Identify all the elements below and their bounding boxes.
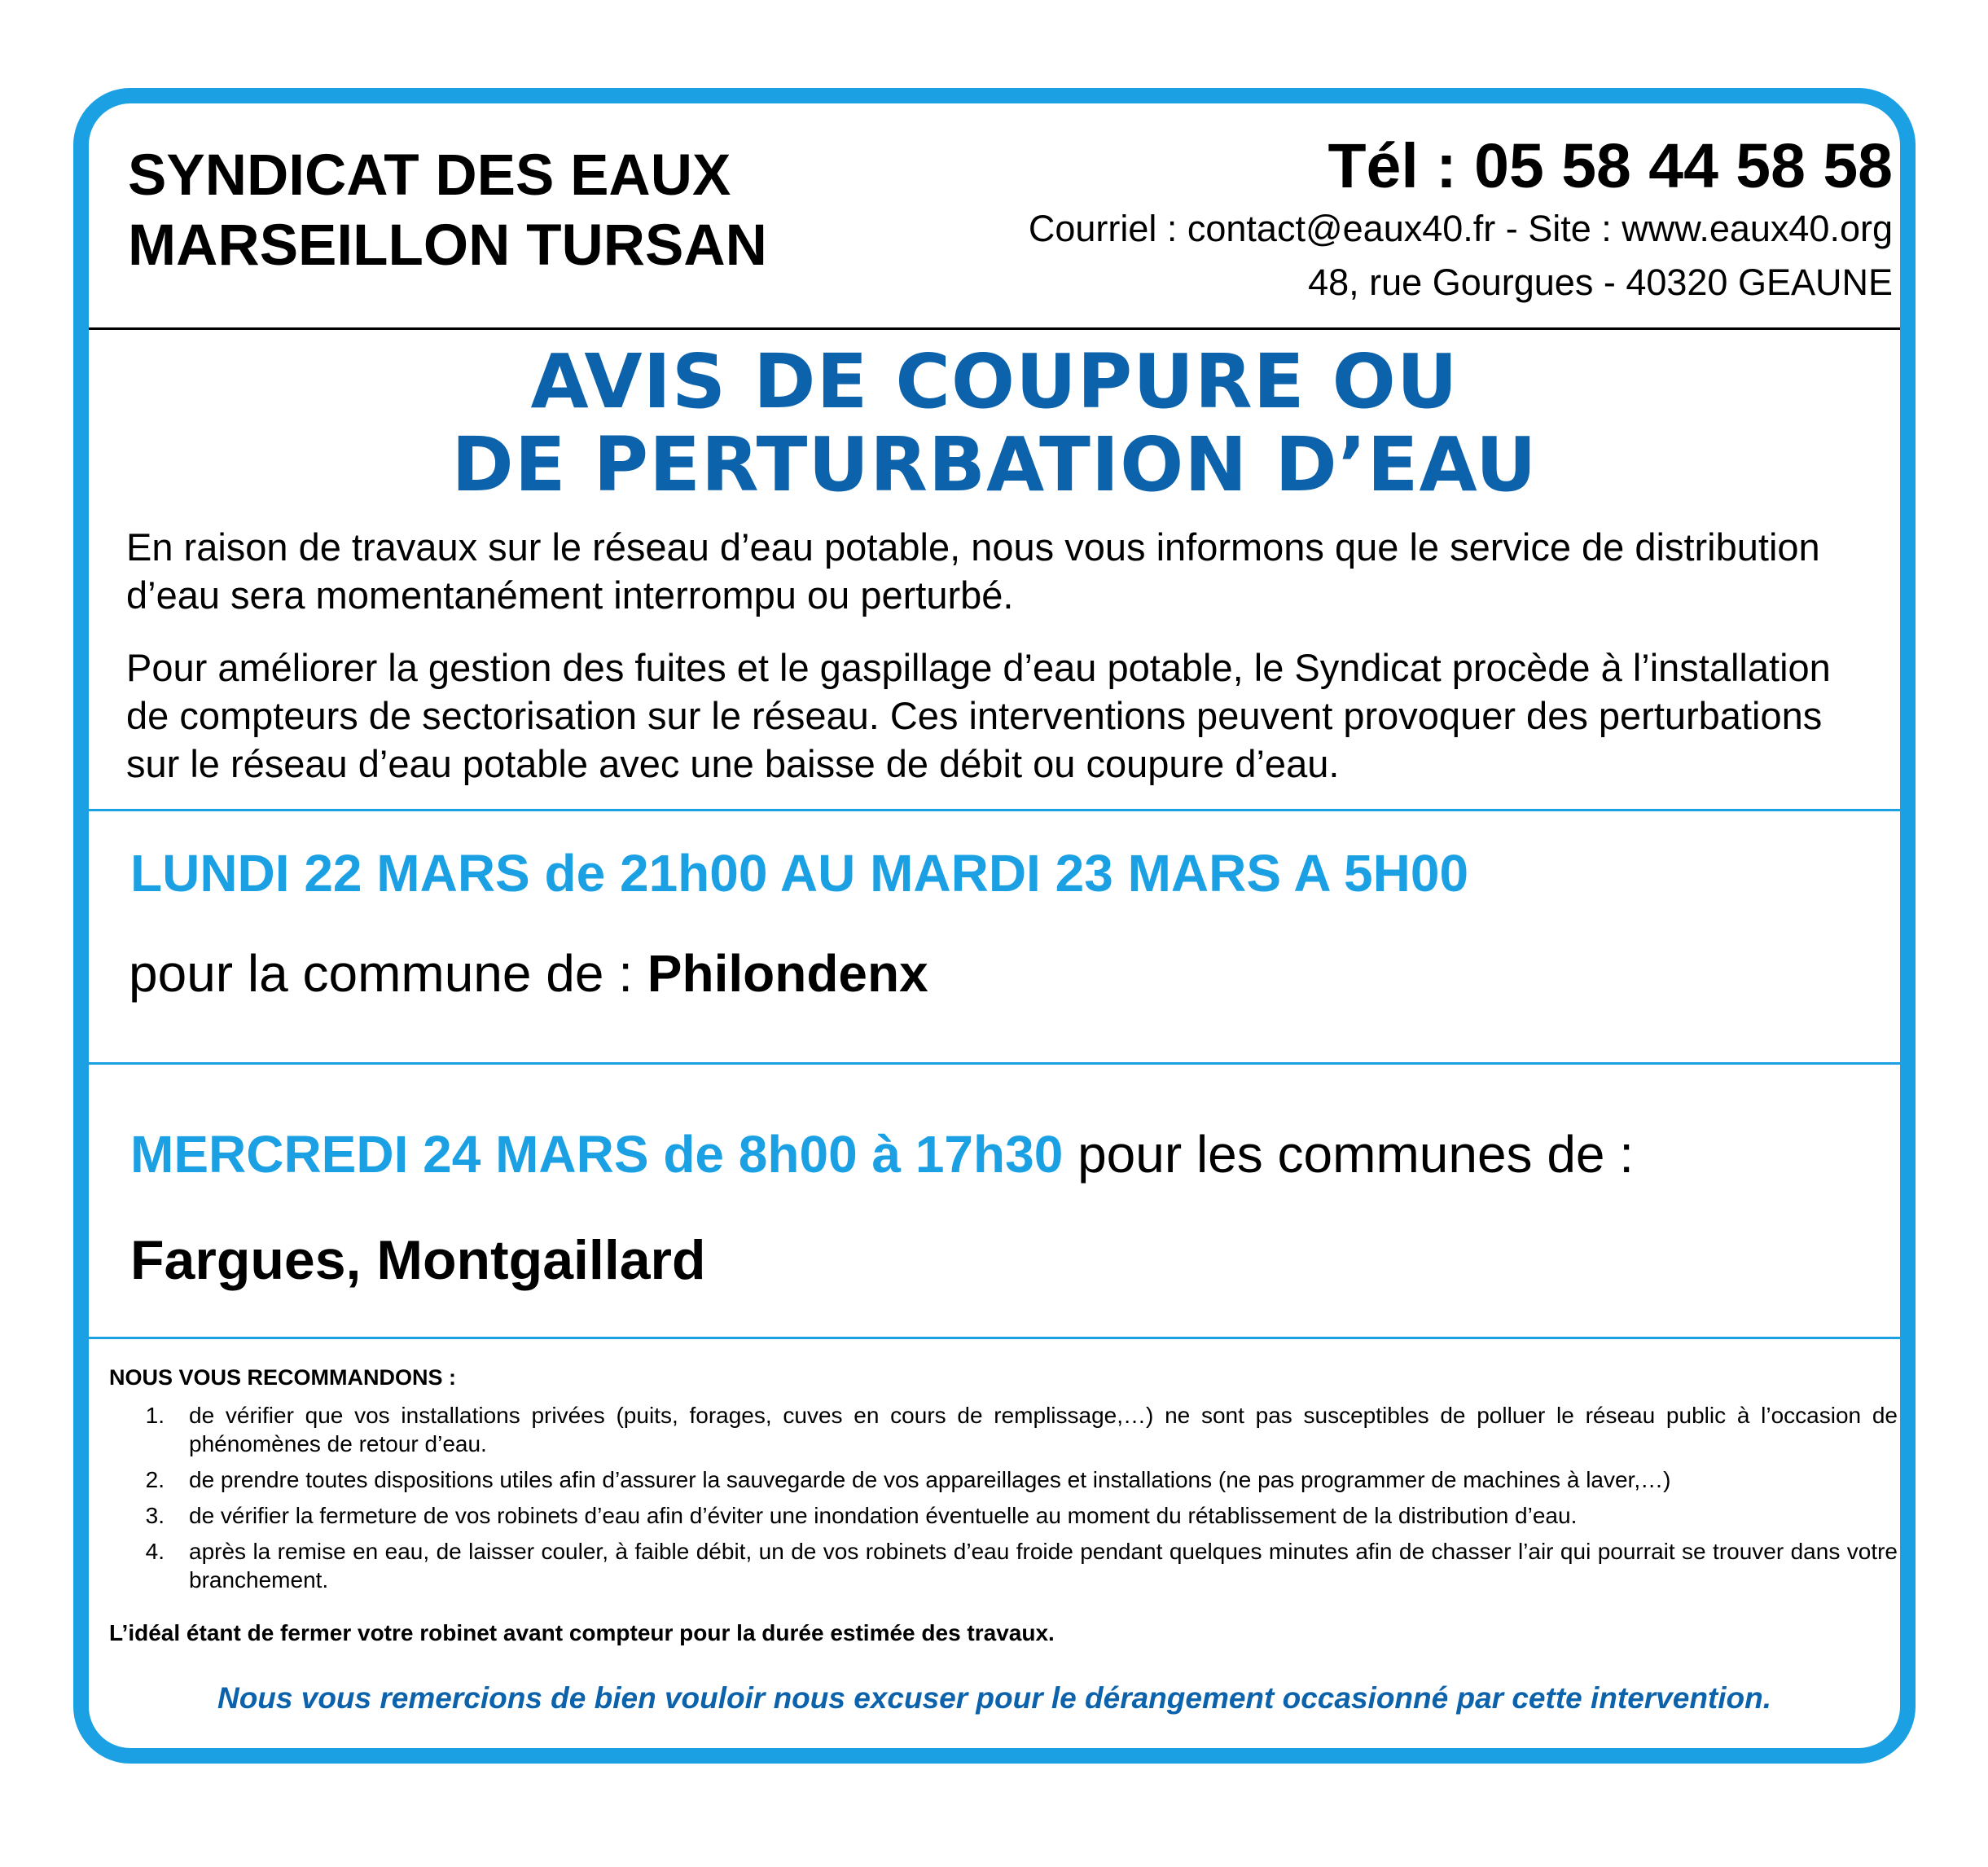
list-item-text: après la remise en eau, de laisser couler, à faible débit, un de vos robinets d’eau froide pendant quelques minutes afin de chasser l’air qui pourrait se trouver dans votre branchement. xyxy=(189,1539,1898,1592)
email-website: Courriel : contact@eaux40.fr - Site : www.eaux40.org xyxy=(1028,208,1893,249)
section-divider-1 xyxy=(89,809,1900,811)
intro-paragraph-2: Pour améliorer la gestion des fuites et le gaspillage d’eau potable, le Syndicat procède à l’installation de compteurs de sectorisation sur le réseau. Ces interventions peuvent provoquer des perturbations sur le réseau d’eau potable avec une baisse de débit ou coupure d’eau. xyxy=(126,646,1831,785)
interruption-2-suffix: pour les communes de : xyxy=(1063,1125,1635,1184)
interruption-1-date: LUNDI 22 MARS de 21h00 AU MARDI 23 MARS A 5H00 xyxy=(130,844,1469,903)
list-item xyxy=(130,1465,1898,1494)
thanks-message: Nous vous remercions de bien vouloir nous excuser pour le dérangement occasionné par cette intervention. xyxy=(217,1681,1772,1715)
postal-address: 48, rue Gourgues - 40320 GEAUNE xyxy=(1308,261,1893,303)
organization-name-line2: MARSEILLON TURSAN xyxy=(128,213,767,278)
recommendations-heading: NOUS VOUS RECOMMANDONS : xyxy=(109,1365,457,1390)
list-item-number: 2. xyxy=(145,1467,165,1492)
list-item-text: de prendre toutes dispositions utiles afin d’assurer la sauvegarde de vos appareillages et installations (ne pas programmer de machines à laver,…) xyxy=(189,1467,1671,1492)
interruption-2-communes: Fargues, Montgaillard xyxy=(130,1229,706,1291)
list-item xyxy=(130,1537,1898,1594)
phone-number: Tél : 05 58 44 58 58 xyxy=(1328,131,1893,201)
organization-name xyxy=(128,141,942,281)
notice-title xyxy=(89,340,1900,507)
interruption-1-commune-line xyxy=(129,941,928,1006)
section-divider-2 xyxy=(89,1062,1900,1065)
notice-title-line1: AVIS DE COUPURE OU xyxy=(530,338,1459,425)
contact-block xyxy=(834,130,1893,310)
organization-name-line1: SYNDICAT DES EAUX xyxy=(128,143,731,208)
ideal-advice: L’idéal étant de fermer votre robinet avant compteur pour la durée estimée des travaux. xyxy=(109,1620,1055,1645)
list-item-number: 3. xyxy=(145,1503,165,1528)
list-item-text: de vérifier que vos installations privées (puits, forages, cuves en cours de remplissage,…) ne sont pas susceptibles de polluer le réseau public à l’occasion de phénomènes de retour d’eau. xyxy=(189,1403,1898,1456)
interruption-1-commune: Philondenx xyxy=(647,944,928,1003)
notice-title-line2: DE PERTURBATION D’EAU xyxy=(451,421,1538,508)
interruption-2-date-line xyxy=(130,1122,1634,1187)
list-item-text: de vérifier la fermeture de vos robinets d’eau afin d’éviter une inondation éventuelle au moment du rétablissement de la distribution d’eau. xyxy=(189,1503,1578,1528)
list-item xyxy=(130,1401,1898,1458)
interruption-1-prefix: pour la commune de : xyxy=(129,944,647,1003)
list-item-number: 1. xyxy=(145,1403,165,1428)
list-item xyxy=(130,1501,1898,1530)
interruption-2-date: MERCREDI 24 MARS de 8h00 à 17h30 xyxy=(130,1125,1064,1184)
list-item-number: 4. xyxy=(145,1539,165,1564)
intro-paragraph-1: En raison de travaux sur le réseau d’eau potable, nous vous informons que le service de distribution d’eau sera momentanément interrompu ou perturbé. xyxy=(126,525,1820,617)
recommendations-list xyxy=(130,1401,1898,1601)
header-divider xyxy=(89,327,1900,330)
section-divider-3 xyxy=(89,1337,1900,1339)
